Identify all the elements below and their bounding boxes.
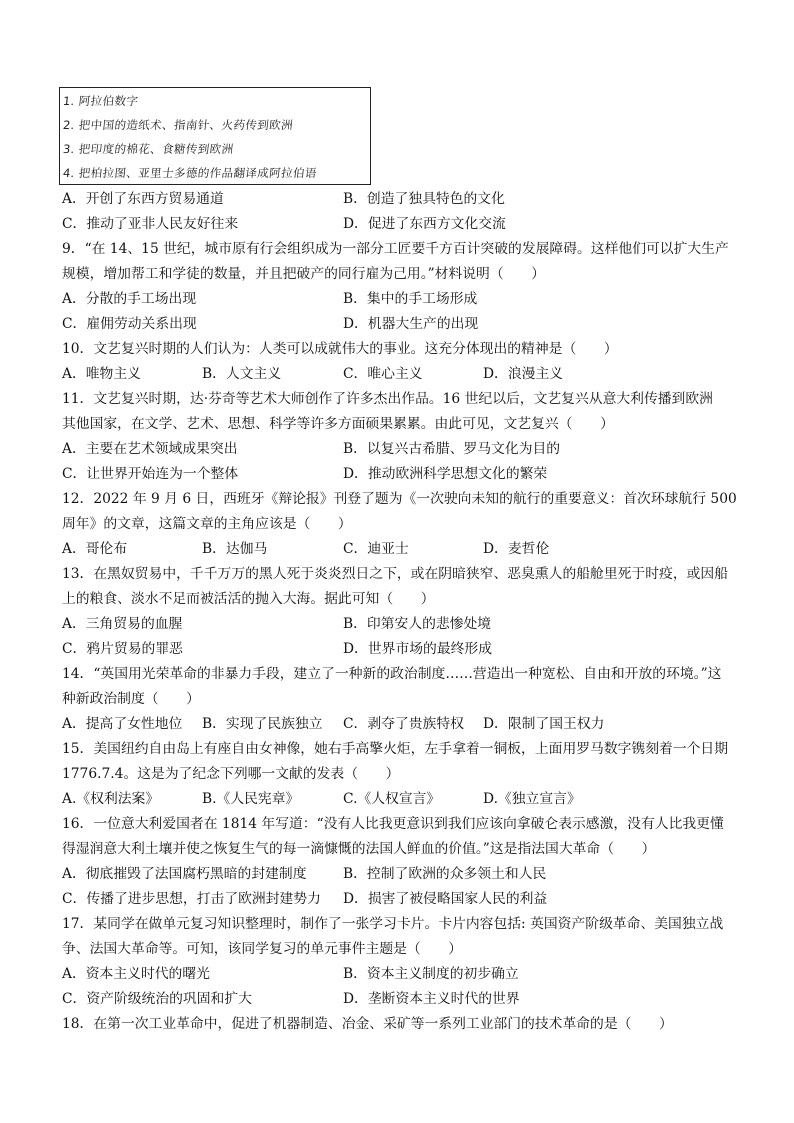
q14-option-b[interactable]: B．实现了民族独立 xyxy=(202,716,323,732)
q12-stem-line: 12．2022 年 9 月 6 日，西班牙《辩论报》刊登了题为《一次驶向未知的航行的重要意义：首次环球航行 500 xyxy=(62,491,737,507)
q11-option-b[interactable]: B．以复兴古希腊、罗马文化为目的 xyxy=(343,441,561,457)
material-item: 4. 把柏拉图、亚里士多德的作品翻译成阿拉伯语 xyxy=(62,166,318,180)
material-box xyxy=(59,87,371,185)
q15-stem-line: 1776.7.4。这是为了纪念下列哪一文献的发表（ ） xyxy=(62,766,400,782)
q12-option-a[interactable]: A．哥伦布 xyxy=(62,541,128,557)
q13-option-c[interactable]: C．鸦片贸易的罪恶 xyxy=(62,641,183,657)
q13-stem-line: 上的粮食、淡水不足而被活活的抛入大海。据此可知（ ） xyxy=(62,591,435,607)
q11-option-a[interactable]: A．主要在艺术领域成果突出 xyxy=(62,441,238,457)
q9-option-c[interactable]: C．雇佣劳动关系出现 xyxy=(62,316,197,332)
q16-stem-line: 16．一位意大利爱国者在 1814 年写道：“没有人比我更意识到我们应该向拿破仑表示感激，没有人比我更懂 xyxy=(62,816,724,832)
q12-stem-line: 周年》的文章，这篇文章的主角应该是（ ） xyxy=(62,516,352,532)
q9-option-d[interactable]: D．机器大生产的出现 xyxy=(343,316,479,332)
q15-stem-line: 15．美国纽约自由岛上有座自由女神像，她右手高擎火炬，左手拿着一铜板，上面用罗马数字镌刻着一个日期 xyxy=(62,741,729,757)
q10-option-a[interactable]: A．唯物主义 xyxy=(62,366,141,382)
q15-option-d[interactable]: D.《独立宣言》 xyxy=(483,791,581,807)
q15-option-c[interactable]: C.《人权宣言》 xyxy=(343,791,441,807)
q17-option-c[interactable]: C．资产阶级统治的巩固和扩大 xyxy=(62,991,252,1007)
q13-option-b[interactable]: B．印第安人的悲惨处境 xyxy=(343,616,492,632)
q9-stem-line: 9．“在 14、15 世纪，城市原有行会组织成为一部分工匠要千方百计突破的发展障碍。这样他们可以扩大生产 xyxy=(62,241,729,257)
q10-option-b[interactable]: B．人文主义 xyxy=(202,366,282,382)
q14-option-c[interactable]: C．剥夺了贵族特权 xyxy=(343,716,464,732)
q11-option-c[interactable]: C．让世界开始连为一个整体 xyxy=(62,466,239,482)
q17-option-b[interactable]: B．资本主义制度的初步确立 xyxy=(343,966,519,982)
q11-stem-line: 其他国家，在文学、艺术、思想、科学等许多方面硕果累累。由此可见，文艺复兴（ ） xyxy=(62,416,614,432)
q13-option-a[interactable]: A．三角贸易的血腥 xyxy=(62,616,183,632)
q16-option-d[interactable]: D．损害了被侵略国家人民的利益 xyxy=(343,891,548,907)
q12-option-b[interactable]: B．达伽马 xyxy=(202,541,268,557)
q14-stem-line: 种新政治制度（ ） xyxy=(62,691,200,707)
material-item: 2. 把中国的造纸术、指南针、火药传到欧洲 xyxy=(62,118,294,132)
q18-stem-line: 18．在第一次工业革命中，促进了机器制造、冶金、采矿等一系列工业部门的技术革命的是（ ） xyxy=(62,1016,673,1032)
q11-stem-line: 11．文艺复兴时期，达·芬奇等艺术大师创作了许多杰出作品。16 世纪以后，文艺复兴从意大利传播到欧洲 xyxy=(62,391,713,407)
q9-option-b[interactable]: B．集中的手工场形成 xyxy=(343,291,478,307)
q12-option-d[interactable]: D．麦哲伦 xyxy=(483,541,550,557)
q8-option-a[interactable]: A．开创了东西方贸易通道 xyxy=(62,191,224,207)
q14-option-d[interactable]: D．限制了国王权力 xyxy=(483,716,605,732)
q10-option-c[interactable]: C．唯心主义 xyxy=(343,366,423,382)
q8-option-b[interactable]: B．创造了独具特色的文化 xyxy=(343,191,505,207)
q8-option-c[interactable]: C．推动了亚非人民友好往来 xyxy=(62,216,239,232)
q17-stem-line: 争、法国大革命等。可知，该同学复习的单元事件主题是（ ） xyxy=(62,941,463,957)
q12-option-c[interactable]: C．迪亚士 xyxy=(343,541,409,557)
q15-option-b[interactable]: B.《人民宪章》 xyxy=(202,791,300,807)
q14-stem-line: 14．“英国用光荣革命的非暴力手段，建立了一种新的政治制度……营造出一种宽松、自由和开放的环境。”这 xyxy=(62,666,722,682)
q14-option-a[interactable]: A．提高了女性地位 xyxy=(62,716,183,732)
q8-option-d[interactable]: D．促进了东西方文化交流 xyxy=(343,216,506,232)
q10-stem-line: 10．文艺复兴时期的人们认为：人类可以成就伟大的事业。这充分体现出的精神是（ ） xyxy=(62,341,618,357)
q16-option-a[interactable]: A．彻底摧毁了法国腐朽黑暗的封建制度 xyxy=(62,866,307,882)
q15-option-a[interactable]: A.《权利法案》 xyxy=(62,791,160,807)
q17-stem-line: 17．某同学在做单元复习知识整理时，制作了一张学习卡片。卡片内容包括: 英国资产阶级革命、美国独立战 xyxy=(62,916,724,932)
q11-option-d[interactable]: D．推动欧洲科学思想文化的繁荣 xyxy=(343,466,548,482)
material-item: 3. 把印度的棉花、食糖传到欧洲 xyxy=(62,142,235,156)
material-item: 1. 阿拉伯数字 xyxy=(62,94,140,108)
q16-option-c[interactable]: C．传播了进步思想，打击了欧洲封建势力 xyxy=(62,891,321,907)
q17-option-a[interactable]: A．资本主义时代的曙光 xyxy=(62,966,210,982)
q17-option-d[interactable]: D．垄断资本主义时代的世界 xyxy=(343,991,520,1007)
q13-option-d[interactable]: D．世界市场的最终形成 xyxy=(343,641,493,657)
q16-option-b[interactable]: B．控制了欧洲的众多领土和人民 xyxy=(343,866,547,882)
q13-stem-line: 13．在黑奴贸易中，千千万万的黑人死于炎炎烈日之下，或在阴暗狭窄、恶臭熏人的船舱里死于时疫，或因船 xyxy=(62,566,729,582)
q9-stem-line: 规模，增加帮工和学徒的数量，并且把破产的同行雇为己用。”材料说明（ ） xyxy=(62,266,546,282)
q9-option-a[interactable]: A．分散的手工场出现 xyxy=(62,291,197,307)
q16-stem-line: 得湿润意大利土壤并使之恢复生气的每一滴慷慨的法国人鲜血的价值。”这是指法国大革命（ ） xyxy=(62,841,656,857)
q10-option-d[interactable]: D．浪漫主义 xyxy=(483,366,564,382)
